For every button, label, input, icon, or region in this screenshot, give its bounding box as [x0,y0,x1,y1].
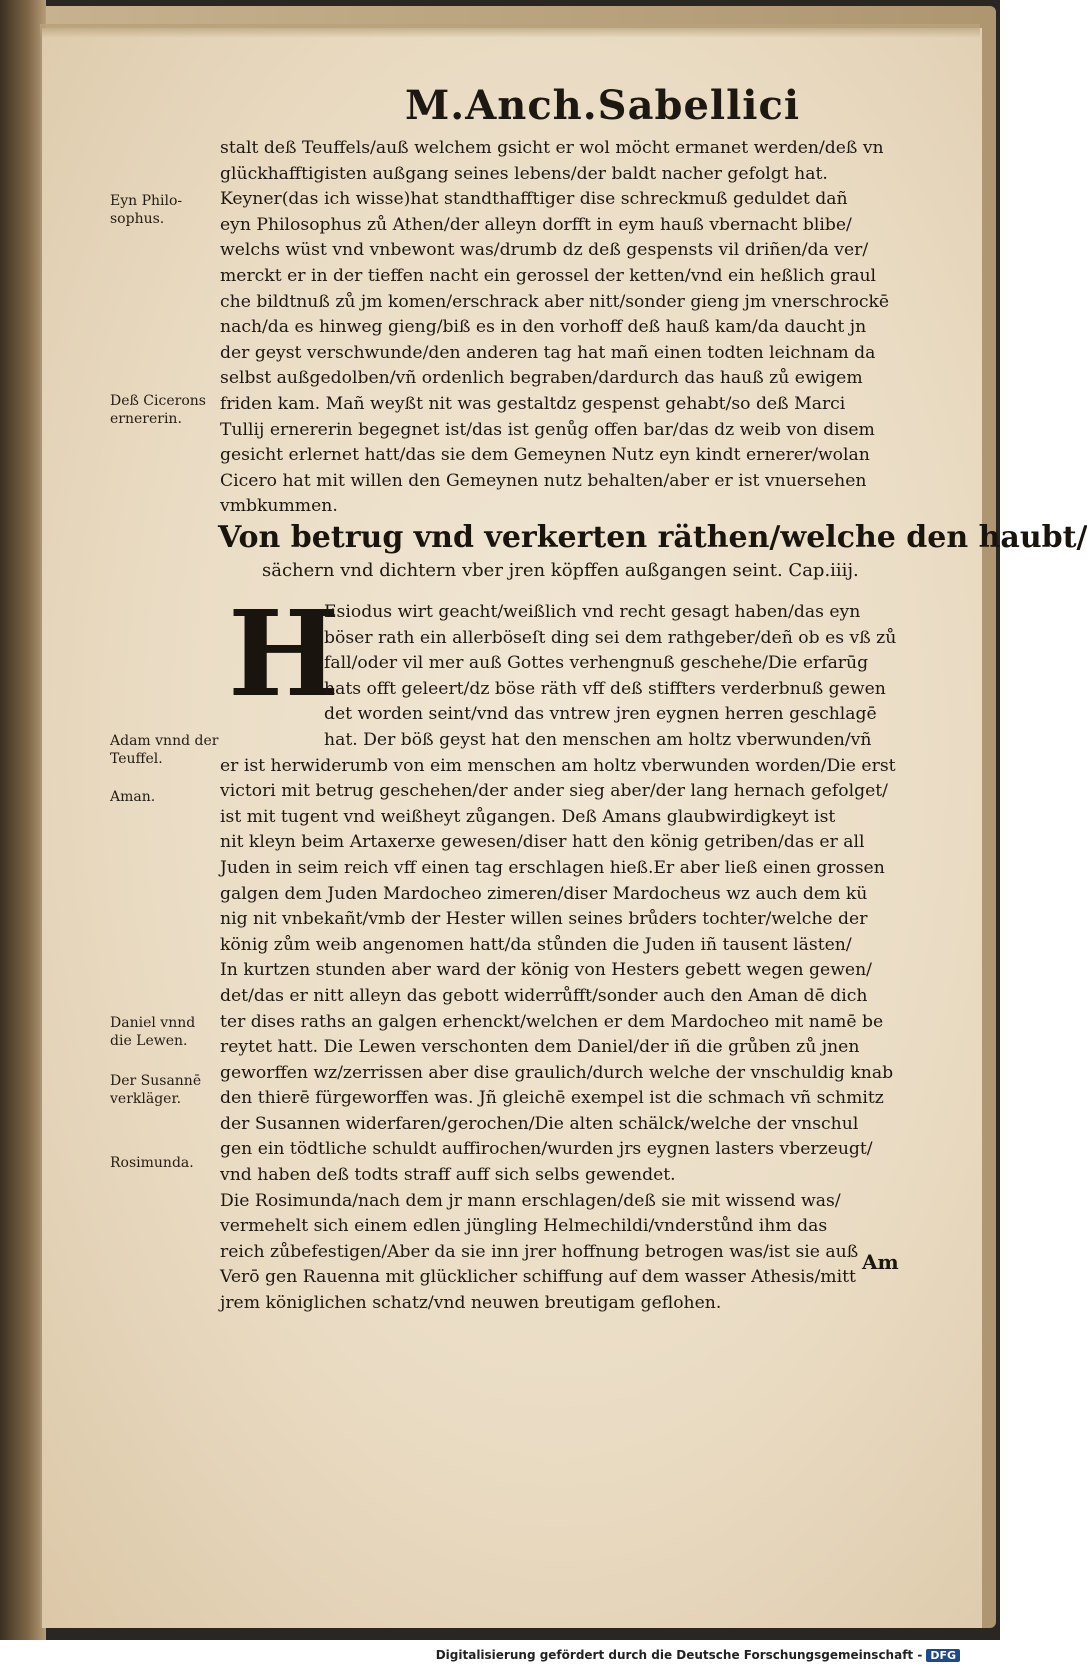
marginal-note: Eyn Philo- sophus. [110,193,183,227]
text-line: welchs wüst vnd vnbewont was/drumb dz deß gespensts vil driñen/da ver/ [220,240,869,261]
text-block-2 [220,584,910,1317]
marginal-note: Aman. [110,789,156,805]
text-line: gen ein tödtliche schuldt auffirochen/wurden jrs eygnen lasters vberzeugt/ [220,1139,873,1160]
text-line: jrem königlichen schatz/vnd neuwen breutigam geflohen. [220,1293,722,1314]
text-line: Die Rosimunda/nach dem jr mann erschlagen/deß sie mit wissend was/ [220,1190,841,1211]
text-line: böser rath ein allerböseſt ding sei dem rathgeber/deñ ob es vß zů [324,627,897,648]
text-line: nig nit vnbekañt/vmb der Hester willen seines brůders tochter/welche der [220,909,868,930]
text-line: Keyner(das ich wisse)hat standthafftiger dise schreckmuß geduldet dañ [220,189,848,210]
text-line: che bildtnuß zů jm komen/erschrack aber nitt/sonder gieng jm vnerschrockē [220,291,890,312]
text-line: friden kam. Mañ weyßt nit was gestaltdz gespenst gehabt/so deß Marci [220,393,846,414]
digitization-footer [436,1648,960,1662]
text-line: stalt deß Teuffels/auß welchem gsicht er wol möcht ermanet werden/deß vn [220,138,884,158]
text-line: reich zůbefestigen/Aber da sie inn jrer hoffnung betrogen was/ist sie auß [220,1241,859,1262]
text-line: fall/oder vil mer auß Gottes verhengnuß geschehe/Die erfarūg [324,653,869,674]
text-line: vnd haben deß todts straff auff sich selbs gewendet. [220,1165,676,1186]
text-line: nach/da es hinweg gieng/biß es in den vorhoff deß hauß kam/da daucht jn [220,317,867,338]
text-line: könig zům weib angenomen hatt/da stůnden die Juden iñ tausent lästen/ [220,934,852,955]
text-line: victori mit betrug geschehen/der ander sieg aber/der lang hernach gefolget/ [220,781,888,802]
text-block-1 [220,136,910,520]
text-line: hats offt geleert/dz böse räth vff deß stiffters verderbnuß gewen [324,678,886,699]
chapter-subheading: sächern vnd dichtern vber jren köpffen außgangen seint. Cap.iiij. [262,560,859,581]
marginal-note: Der Susannē verkläger. [110,1073,202,1107]
text-line: det/das er nitt alleyn das gebott widerrůfft/sonder auch den Aman dē dich [220,985,868,1006]
text-line: ter dises raths an galgen erhenckt/welchen er dem Mardocheo mit namē be [220,1011,884,1032]
text-line: glückhafftigisten außgang seines lebens/der baldt nacher gefolgt hat. [220,163,828,184]
text-line: er ist herwiderumb von eim menschen am holtz vberwunden worden/Die erst [220,755,896,776]
text-line: Esiodus wirt geacht/weißlich vnd recht gesagt haben/das eyn [324,602,861,622]
text-line: Cicero hat mit willen den Gemeynen nutz behalten/aber er ist vnuersehen [220,470,867,491]
text-line: det worden seint/vnd das vntrew jren eygnen herren geschlagē [324,704,877,725]
page-top-shadow [40,24,980,38]
text-line: ist mit tugent vnd weißheyt zůgangen. Deß Amans glaubwirdigkeyt ist [220,806,836,827]
decorated-initial: H [228,584,340,723]
marginal-note: Adam vnnd der Teuffel. [110,733,219,767]
chapter-heading: Von betrug vnd verkerten räthen/welche den haubt/ [218,520,1087,555]
text-line: Verō gen Rauenna mit glücklicher schiffung auf dem wasser Athesis/mitt [220,1267,856,1288]
footer-text: Digitalisierung gefördert durch die Deutsche Forschungsgemeinschaft - [435,1648,923,1662]
text-line: Tullij ernererin begegnet ist/das ist genůg offen bar/das dz weib von disem [220,419,875,440]
text-line: galgen dem Juden Mardocheo zimeren/diser Mardocheus wz auch dem kü [220,883,868,904]
text-line: eyn Philosophus zů Athen/der alleyn dorfft in eym hauß vbernacht blibe/ [220,214,852,235]
running-head: M.Anch.Sabellici [405,82,801,129]
text-line: den thierē fürgeworffen was. Jñ gleichē exempel ist die schmach vñ schmitz [220,1088,884,1109]
text-line: selbst außgedolben/vñ ordenlich begraben/dardurch das hauß zů ewigem [220,368,863,389]
text-line: reytet hatt. Die Lewen verschonten dem Daniel/der iñ die grůben zů jnen [220,1037,860,1058]
text-line: merckt er in der tieffen nacht ein gerossel der ketten/vnd ein heßlich graul [220,265,877,286]
marginal-note: Deß Cicerons ernererin. [110,393,206,427]
text-line: In kurtzen stunden aber ward der könig von Hesters gebett wegen gewen/ [220,960,872,981]
text-line: Juden in seim reich vff einen tag erschlagen hieß.Er aber ließ einen grossen [220,857,885,878]
text-line: der Susannen widerfaren/gerochen/Die alten schälck/welche der vnschul [220,1113,859,1134]
text-line: der geyst verschwunde/den anderen tag hat mañ einen todten leichnam da [220,342,876,363]
text-line: hat. Der böß geyst hat den menschen am holtz vberwunden/vñ [324,729,872,750]
text-line: vermehelt sich einem edlen jüngling Helmechildi/vnderstůnd ihm das [220,1216,828,1237]
text-line: geworffen wz/zerrissen aber dise graulich/durch welche der vnschuldig knab [220,1062,894,1083]
text-line: gesicht erlernet hatt/das sie dem Gemeynen Nutz eyn kindt ernerer/wolan [220,445,870,466]
text-line: vmbkummen. [220,496,338,517]
marginal-note: Daniel vnnd die Lewen. [110,1015,196,1049]
text-line: nit kleyn beim Artaxerxe gewesen/diser hatt den könig getriben/das er all [220,832,865,853]
dfg-logo-badge: DFG [926,1649,960,1662]
marginal-note: Rosimunda. [110,1155,194,1171]
catchword: Am [862,1250,899,1274]
